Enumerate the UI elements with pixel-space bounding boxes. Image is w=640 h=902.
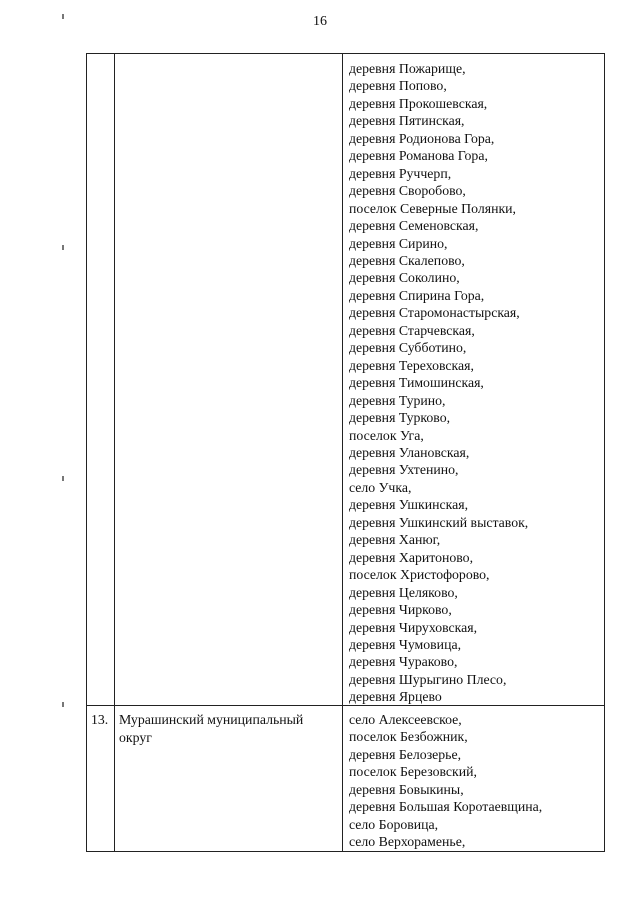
list-item: поселок Безбожник, xyxy=(349,729,468,745)
list-item: деревня Прокошевская, xyxy=(349,95,488,111)
list-item: деревня Старчевская, xyxy=(349,322,475,338)
list-item: деревня Скалепово, xyxy=(349,252,465,268)
list-item: деревня Субботино, xyxy=(349,340,467,356)
list-item: деревня Бовыкины, xyxy=(349,781,464,797)
continued-place-list xyxy=(349,60,528,706)
list-item: поселок Березовский, xyxy=(349,764,477,780)
list-item: деревня Ханюг, xyxy=(349,532,441,548)
table-left-border xyxy=(86,53,87,852)
list-item: деревня Белозерье, xyxy=(349,746,462,762)
list-item: поселок Христофорово, xyxy=(349,567,490,583)
scan-mark xyxy=(62,14,64,19)
table-right-border xyxy=(604,53,605,852)
row-number: 13. xyxy=(91,712,109,727)
list-item: деревня Турково, xyxy=(349,410,451,426)
list-item: деревня Ушкинская, xyxy=(349,497,469,513)
list-item: деревня Харитоново, xyxy=(349,549,474,565)
list-item: деревня Своробово, xyxy=(349,183,466,199)
list-item: деревня Тимошинская, xyxy=(349,375,484,391)
district-name: Мурашинский муниципальный округ xyxy=(119,712,304,745)
list-item: деревня Попово, xyxy=(349,78,447,94)
page-number: 16 xyxy=(313,14,327,29)
table-bottom-border xyxy=(86,851,605,852)
list-item: деревня Шурыгино Плесо, xyxy=(349,671,507,687)
list-item: деревня Сирино, xyxy=(349,235,448,251)
list-item: поселок Уга, xyxy=(349,427,424,443)
list-item: село Верхораменье, xyxy=(349,834,466,850)
list-item: деревня Улановская, xyxy=(349,444,470,460)
list-item: деревня Турино, xyxy=(349,392,446,408)
table-top-border xyxy=(86,53,605,54)
list-item: деревня Чумовица, xyxy=(349,636,462,652)
list-item: деревня Чируховская, xyxy=(349,619,478,635)
scan-mark xyxy=(62,702,64,707)
list-item: деревня Соколино, xyxy=(349,270,460,286)
list-item: деревня Ухтенино, xyxy=(349,462,459,478)
list-item: деревня Большая Коротаевщина, xyxy=(349,799,543,815)
list-item: деревня Пожарище, xyxy=(349,61,466,76)
list-item: деревня Пятинская, xyxy=(349,113,465,129)
list-item: поселок Северные Полянки, xyxy=(349,200,516,216)
list-item: деревня Родионова Гора, xyxy=(349,130,495,146)
list-item: деревня Романова Гора, xyxy=(349,148,488,164)
list-item: деревня Руччерп, xyxy=(349,165,452,181)
list-item: деревня Чирково, xyxy=(349,602,452,618)
list-item: село Алексеевское, xyxy=(349,712,462,727)
list-item: деревня Спирина Гора, xyxy=(349,287,485,303)
list-item: село Учка, xyxy=(349,479,412,495)
scan-mark xyxy=(62,476,64,481)
list-item: деревня Ярцево xyxy=(349,689,442,705)
district-place-list xyxy=(349,711,542,851)
list-item: село Боровица, xyxy=(349,816,439,832)
list-item: деревня Целяково, xyxy=(349,584,458,600)
list-item: деревня Ушкинский выставок, xyxy=(349,514,529,530)
scan-mark xyxy=(62,245,64,250)
list-item: деревня Семеновская, xyxy=(349,218,479,234)
table-column-divider xyxy=(114,53,115,852)
list-item: деревня Чураково, xyxy=(349,654,458,670)
list-item: деревня Старомонастырская, xyxy=(349,305,520,321)
list-item: деревня Тереховская, xyxy=(349,357,474,373)
table-column-divider xyxy=(342,53,343,852)
